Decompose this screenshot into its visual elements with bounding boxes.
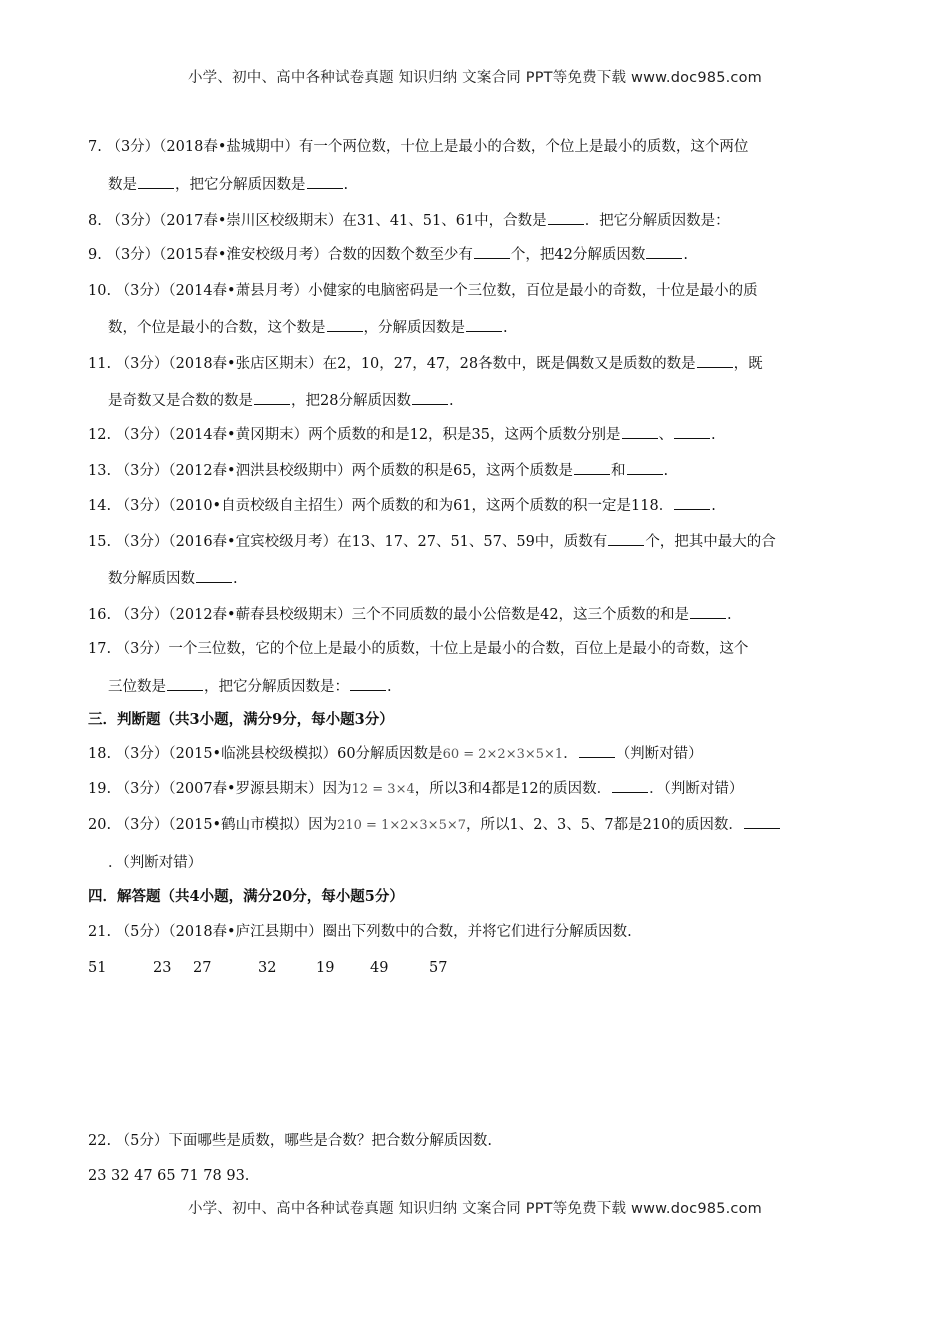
question-7-line-2: 数是 ，把它分解质因数是 . [108, 174, 888, 195]
question-14: 14. （3分）（2010•自贡校级自主招生）两个质数的和为61，这两个质数的积一定是118． . [88, 495, 868, 516]
number-item: 57 [429, 960, 448, 976]
answer-blank [327, 317, 363, 332]
answer-blank [697, 353, 733, 368]
question-21: 21. （5分）（2018春•庐江县期中）圈出下列数中的合数，并将它们进行分解质因数. [88, 924, 632, 940]
answer-blank [744, 814, 780, 829]
answer-blank [690, 604, 726, 619]
question-17-line-1: 17. （3分）一个三位数，它的个位上是最小的质数，十位上是最小的合数，百位上是最小的奇数，这个 [88, 641, 749, 657]
question-20-line-1: 20. （3分）（2015•鹤山市模拟）因为210 = 1×2×3×5×7，所以1、2、3、5、7都是210的质因数． [88, 814, 868, 836]
footer-banner: 小学、初中、高中各种试卷真题 知识归纳 文案合同 PPT等免费下载 www.doc985.com [187, 1201, 763, 1217]
formula: 60 = 2×2×3×5×1 [442, 747, 564, 762]
question-9: 9. （3分）（2015春•淮安校级月考）合数的因数个数至少有 个，把42分解质因数 . [88, 244, 868, 265]
answer-blank [412, 390, 448, 405]
answer-blank [138, 174, 174, 189]
answer-blank [254, 390, 290, 405]
question-20-line-2: ．（判断对错） [108, 855, 203, 871]
answer-blank [608, 531, 644, 546]
number-item: 49 [370, 960, 389, 976]
question-11-line-1: 11. （3分）（2018春•张店区期末）在2，10，27，47，28各数中，既是偶数又是质数的数是 ，既 [88, 353, 868, 374]
answer-blank [466, 317, 502, 332]
formula: 12 = 3×4 [351, 782, 415, 797]
number-item: 19 [316, 960, 335, 976]
question-17-line-2: 三位数是 ，把它分解质因数是： . [108, 676, 888, 697]
question-12: 12. （3分）（2014春•黄冈期末）两个质数的和是12，积是35，这两个质数分别是 、 . [88, 424, 868, 445]
question-22: 22. （5分）下面哪些是质数，哪些是合数？把合数分解质因数. [88, 1133, 493, 1149]
answer-blank [674, 495, 710, 510]
question-15-line-2: 数分解质因数 . [108, 568, 888, 589]
question-15-line-1: 15. （3分）（2016春•宜宾校级月考）在13、17、27、51、57、59中，质数有 个，把其中最大的合 [88, 531, 868, 552]
question-8: 8. （3分）（2017春•崇川区校级期末）在31、41、51、61中，合数是 ．把它分解质因数是： [88, 210, 868, 231]
question-10-line-2: 数，个位是最小的合数，这个数是 ，分解质因数是 . [108, 317, 888, 338]
answer-blank [548, 210, 584, 225]
section-4-heading: 四．解答题（共4小题，满分20分，每小题5分） [88, 888, 404, 905]
question-11-line-2: 是奇数又是合数的数是 ，把28分解质因数 . [108, 390, 888, 411]
answer-blank [196, 568, 232, 583]
answer-blank [646, 244, 682, 259]
number-item: 51 [88, 960, 107, 976]
question-22-numbers: 23 32 47 65 71 78 93. [88, 1168, 250, 1184]
question-10-line-1: 10. （3分）（2014春•萧县月考）小健家的电脑密码是一个三位数，百位是最小的奇数，十位是最小的质 [88, 283, 758, 299]
answer-blank [674, 424, 710, 439]
formula: 210 = 1×2×3×5×7 [337, 818, 467, 833]
answer-blank [579, 743, 615, 758]
question-13: 13. （3分）（2012春•泗洪县校级期中）两个质数的积是65，这两个质数是 和 . [88, 460, 868, 481]
question-7-line-1: 7. （3分）（2018春•盐城期中）有一个两位数，十位上是最小的合数，个位上是最小的质数，这个两位 [88, 139, 749, 155]
question-19: 19. （3分）（2007春•罗源县期末）因为12 = 3×4，所以3和4都是12的质因数． ．（判断对错） [88, 778, 868, 800]
answer-blank [167, 676, 203, 691]
answer-blank [307, 174, 343, 189]
answer-blank [574, 460, 610, 475]
section-3-heading: 三．判断题（共3小题，满分9分，每小题3分） [88, 711, 394, 728]
answer-blank [612, 778, 648, 793]
answer-blank [627, 460, 663, 475]
number-item: 23 [153, 960, 172, 976]
question-16: 16. （3分）（2012春•蕲春县校级期末）三个不同质数的最小公倍数是42，这三个质数的和是 . [88, 604, 868, 625]
answer-blank [622, 424, 658, 439]
answer-blank [474, 244, 510, 259]
answer-blank [350, 676, 386, 691]
number-item: 32 [258, 960, 277, 976]
header-banner: 小学、初中、高中各种试卷真题 知识归纳 文案合同 PPT等免费下载 www.doc985.com [187, 70, 763, 86]
number-item: 27 [193, 960, 212, 976]
question-18: 18. （3分）（2015•临洮县校级模拟）60分解质因数是60 = 2×2×3×5×1． （判断对错） [88, 743, 868, 765]
